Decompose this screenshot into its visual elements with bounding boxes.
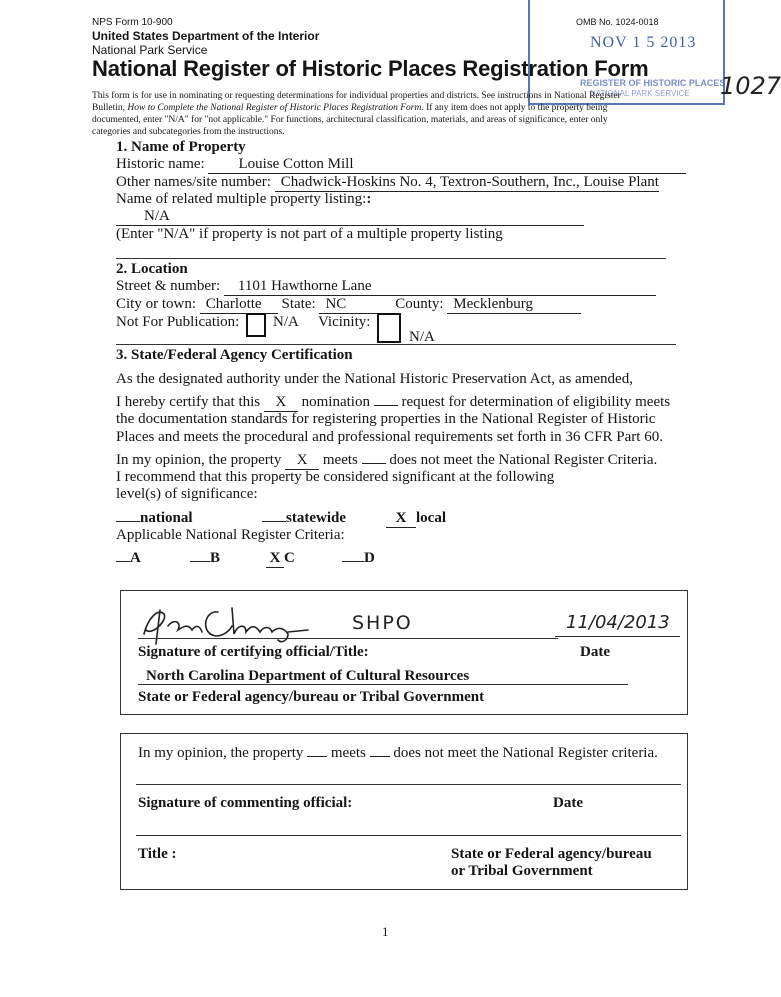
comment-title-line	[136, 835, 681, 836]
comment-signature-label: Signature of commenting official:	[138, 795, 353, 811]
city-field[interactable]: Charlotte	[200, 296, 278, 314]
page-number: 1	[382, 924, 389, 939]
comment-agency-label-2: or Tribal Government	[451, 863, 593, 879]
certifying-signature-label: Signature of certifying official/Title:	[138, 644, 369, 660]
divider	[116, 258, 666, 259]
intro-line-1: This form is for use in nominating or requesting determinations for individual properties and districts. See instructions in National Register	[92, 91, 621, 101]
vicinity-na: N/A	[409, 329, 435, 345]
related-listing-label: Name of related multiple property listing::	[116, 191, 372, 207]
omb-number: OMB No. 1024-0018	[576, 17, 659, 27]
form-title: National Register of Historic Places Registration Form	[92, 56, 649, 81]
stamp-line-2: NATIONAL PARK SERVICE	[590, 89, 690, 98]
comment-meets-mark[interactable]	[307, 756, 327, 757]
section2-heading: 2. Location	[116, 261, 188, 277]
does-not-meet-mark[interactable]	[362, 463, 386, 464]
intro-line-2: Bulletin, How to Complete the National Register of Historic Places Registration Form. If any item does not apply to the property being	[92, 103, 608, 113]
handwritten-number: 1027	[720, 72, 781, 100]
form-number: NPS Form 10-900	[92, 17, 173, 28]
opinion-line-3: level(s) of significance:	[116, 486, 258, 502]
comment-opinion: In my opinion, the property meets does not meet the National Register criteria.	[138, 745, 658, 761]
agency-line	[138, 684, 628, 685]
related-listing-note: (Enter "N/A" if property is not part of a multiple property listing	[116, 226, 503, 242]
certify-line-2: the documentation standards for registering properties in the National Register of Historic	[116, 411, 656, 427]
intro-line-3: documented, enter "N/A" for "not applicable." For functions, architectural classification, materials, and areas of significance, enter only	[92, 115, 608, 125]
historic-name-field[interactable]: Louise Cotton Mill	[208, 156, 686, 174]
service-name: National Park Service	[92, 43, 208, 57]
comment-date-label: Date	[553, 795, 583, 811]
historic-name-row: Historic name: Louise Cotton Mill	[116, 156, 686, 174]
vicinity-checkbox[interactable]	[377, 313, 401, 343]
criterion-d[interactable]: D	[342, 550, 375, 567]
stamp-date: NOV 1 5 2013	[590, 34, 697, 51]
street-field[interactable]: 1101 Hawthorne Lane	[224, 278, 656, 296]
section3-heading: 3. State/Federal Agency Certification	[116, 347, 353, 363]
section1-heading: 1. Name of Property	[116, 139, 246, 155]
certifying-agency-value[interactable]: North Carolina Department of Cultural Resources	[146, 668, 470, 684]
related-listing-field[interactable]: N/A	[116, 208, 584, 226]
comment-does-not-meet-mark[interactable]	[370, 756, 390, 757]
authority-text: As the designated authority under the National Historic Preservation Act, as amended,	[116, 371, 633, 387]
opinion-line-1: In my opinion, the property X meets does not meet the National Register Criteria.	[116, 452, 658, 468]
level-statewide[interactable]: statewide	[262, 510, 346, 527]
county-field[interactable]: Mecklenburg	[447, 296, 581, 314]
certifying-agency-label: State or Federal agency/bureau or Tribal Government	[138, 689, 485, 705]
city-row: City or town: Charlotte State: NC County: Mecklenburg	[116, 296, 581, 314]
criteria-label: Applicable National Register Criteria:	[116, 527, 345, 543]
certify-line-3: Places and meets the procedural and professional requirements set forth in 36 CFR Part 60.	[116, 429, 663, 445]
criterion-a[interactable]: A	[116, 550, 141, 567]
criterion-b[interactable]: B	[190, 550, 220, 567]
signature-title-handwritten: SHPO	[352, 612, 413, 634]
comment-title-label: Title :	[138, 846, 177, 862]
comment-agency-label-1: State or Federal agency/bureau	[451, 846, 652, 862]
nfp-na: N/A	[273, 314, 299, 330]
meets-mark[interactable]: X	[285, 452, 319, 470]
level-local[interactable]: X local	[386, 510, 446, 528]
other-names-field[interactable]: Chadwick-Hoskins No. 4, Textron-Southern, Inc., Louise Plant	[275, 174, 659, 192]
nomination-mark[interactable]: X	[264, 394, 298, 412]
intro-line-4: categories and subcategories from the instructions.	[92, 127, 285, 137]
comment-signature-line	[136, 784, 681, 785]
related-listing-row	[116, 208, 584, 226]
certifying-signature	[138, 600, 338, 650]
signature-line	[138, 638, 558, 639]
other-names-row: Other names/site number: Chadwick-Hoskins No. 4, Textron-Southern, Inc., Louise Plant	[116, 174, 659, 190]
level-national[interactable]: national	[116, 510, 193, 527]
certifying-date-label: Date	[580, 644, 610, 660]
state-field[interactable]: NC	[319, 296, 385, 314]
date-line	[555, 636, 680, 637]
opinion-line-2: I recommend that this property be considered significant at the following	[116, 469, 555, 485]
criterion-c[interactable]: X C	[266, 550, 295, 568]
street-row: Street & number: 1101 Hawthorne Lane	[116, 278, 656, 296]
signature-date-handwritten: 11/04/2013	[566, 612, 670, 633]
stamp-line-1: REGISTER OF HISTORIC PLACES	[580, 78, 726, 88]
determination-mark[interactable]	[374, 405, 398, 406]
department-name: United States Department of the Interior	[92, 29, 320, 43]
not-for-publication-checkbox[interactable]	[246, 313, 266, 337]
divider	[116, 344, 676, 345]
certify-line-1: I hereby certify that this X nomination request for determination of eligibility meets	[116, 394, 671, 410]
vicinity-label: Vicinity:	[318, 314, 371, 330]
nfp-label: Not For Publication:	[116, 314, 240, 330]
